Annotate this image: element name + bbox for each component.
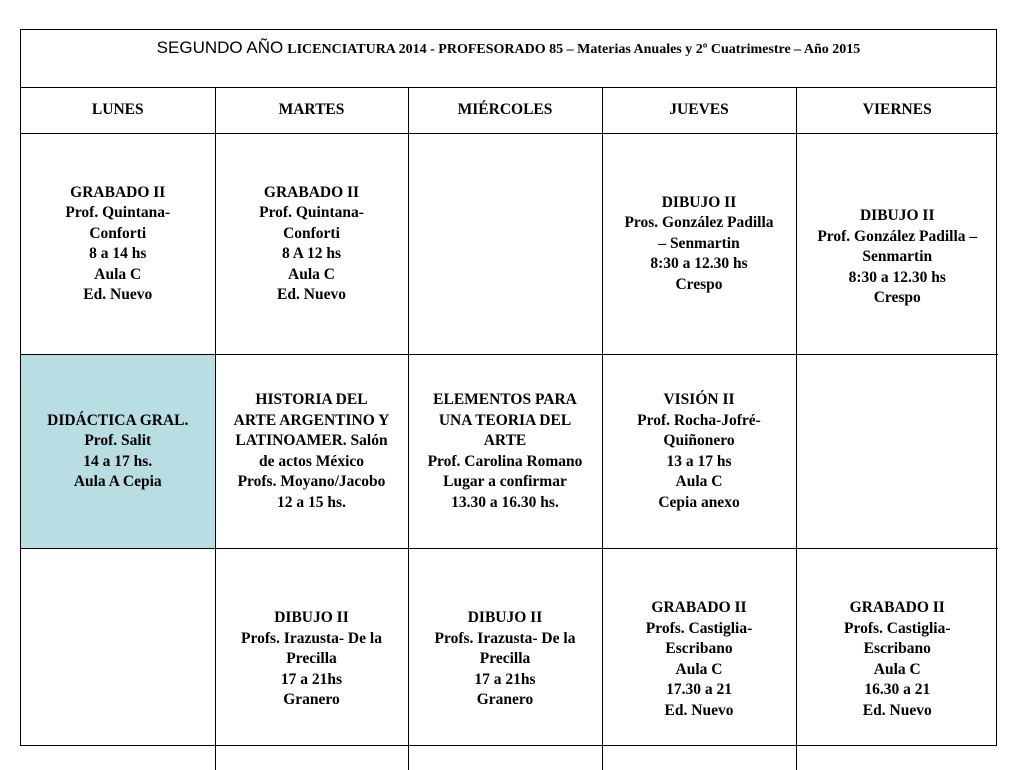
cell-line: 8:30 a 12.30 hs	[801, 268, 995, 289]
cell-line: – Senmartin	[607, 234, 792, 255]
empty-cell	[21, 549, 215, 770]
class-cell	[602, 549, 796, 770]
cell-line: Granero	[413, 690, 598, 711]
cell-line: UNA TEORIA DEL	[413, 411, 598, 432]
schedule-table	[21, 88, 998, 770]
title-row	[21, 30, 996, 88]
cell-line: VISIÓN II	[607, 390, 792, 411]
day-header-lunes: LUNES	[21, 88, 215, 134]
cell-line: Prof. Quintana-	[220, 203, 404, 224]
cell-line: ELEMENTOS PARA	[413, 390, 598, 411]
table-row	[21, 549, 998, 770]
table-row	[21, 355, 998, 549]
cell-line: ARTE ARGENTINO Y	[220, 411, 404, 432]
day-header-jueves: JUEVES	[602, 88, 796, 134]
class-cell	[215, 134, 408, 355]
cell-line: Granero	[220, 690, 404, 711]
cell-line: Aula C	[220, 265, 404, 286]
cell-line: HISTORIA DEL	[220, 390, 404, 411]
cell-line: GRABADO II	[25, 183, 211, 204]
cell-line: Aula C	[607, 660, 792, 681]
cell-line: Quiñonero	[607, 431, 792, 452]
cell-line: Cepia anexo	[607, 493, 792, 514]
cell-line: 12 a 15 hs.	[220, 493, 404, 514]
cell-line: Ed. Nuevo	[607, 701, 792, 722]
cell-line: Conforti	[220, 224, 404, 245]
empty-cell	[408, 134, 602, 355]
cell-line: DIBUJO II	[413, 608, 598, 629]
cell-line: Aula C	[607, 472, 792, 493]
cell-line: Profs. Irazusta- De la	[413, 629, 598, 650]
cell-line: Crespo	[801, 288, 995, 309]
cell-line: DIBUJO II	[607, 193, 792, 214]
cell-line: Pros. González Padilla	[607, 213, 792, 234]
cell-line: Ed. Nuevo	[25, 285, 211, 306]
class-cell	[796, 549, 998, 770]
cell-line: 16.30 a 21	[801, 680, 995, 701]
cell-line: Prof. Rocha-Jofré-	[607, 411, 792, 432]
cell-line: GRABADO II	[607, 598, 792, 619]
cell-line: Escribano	[607, 639, 792, 660]
class-cell	[408, 355, 602, 549]
class-cell	[602, 355, 796, 549]
cell-line: 8 A 12 hs	[220, 244, 404, 265]
cell-line: Profs. Irazusta- De la	[220, 629, 404, 650]
cell-line: Ed. Nuevo	[801, 701, 995, 722]
class-cell-highlighted	[21, 355, 215, 549]
table-row	[21, 134, 998, 355]
cell-line: de actos México	[220, 452, 404, 473]
schedule-sheet	[20, 29, 997, 746]
class-cell	[602, 134, 796, 355]
class-cell	[215, 549, 408, 770]
cell-line: 8 a 14 hs	[25, 244, 211, 265]
cell-line: Profs. Castiglia-	[607, 619, 792, 640]
cell-line: ARTE	[413, 431, 598, 452]
class-cell	[408, 549, 602, 770]
header-row	[21, 88, 998, 134]
cell-line: 17 a 21hs	[220, 670, 404, 691]
cell-line: Prof. Carolina Romano	[413, 452, 598, 473]
cell-line: 8:30 a 12.30 hs	[607, 254, 792, 275]
cell-line: Aula C	[25, 265, 211, 286]
cell-line: Prof. González Padilla –	[801, 227, 995, 248]
class-cell	[215, 355, 408, 549]
cell-line: Aula C	[801, 660, 995, 681]
title-subtitle: LICENCIATURA 2014 - PROFESORADO 85 – Materias Anuales y 2º Cuatrimestre – Año 2015	[287, 42, 860, 57]
cell-line: Escribano	[801, 639, 995, 660]
cell-line: Precilla	[413, 649, 598, 670]
cell-line: GRABADO II	[801, 598, 995, 619]
day-header-martes: MARTES	[215, 88, 408, 134]
cell-line: Profs. Moyano/Jacobo	[220, 472, 404, 493]
day-header-viernes: VIERNES	[796, 88, 998, 134]
cell-line: Conforti	[25, 224, 211, 245]
cell-line: Senmartin	[801, 247, 995, 268]
cell-line: Crespo	[607, 275, 792, 296]
cell-line: Prof. Quintana-	[25, 203, 211, 224]
class-cell	[796, 134, 998, 355]
cell-line: Ed. Nuevo	[220, 285, 404, 306]
cell-line: DIDÁCTICA GRAL.	[25, 411, 211, 432]
cell-line: LATINOAMER. Salón	[220, 431, 404, 452]
cell-line: 13.30 a 16.30 hs.	[413, 493, 598, 514]
cell-line: Profs. Castiglia-	[801, 619, 995, 640]
cell-line: Precilla	[220, 649, 404, 670]
cell-line: Lugar a confirmar	[413, 472, 598, 493]
cell-line: 17 a 21hs	[413, 670, 598, 691]
day-header-miercoles: MIÉRCOLES	[408, 88, 602, 134]
empty-cell	[796, 355, 998, 549]
cell-line: 14 a 17 hs.	[25, 452, 211, 473]
title-main: SEGUNDO AÑO	[157, 38, 284, 57]
cell-line: GRABADO II	[220, 183, 404, 204]
cell-line: DIBUJO II	[801, 206, 995, 227]
cell-line: Aula A Cepia	[25, 472, 211, 493]
cell-line: DIBUJO II	[220, 608, 404, 629]
cell-line: Prof. Salit	[25, 431, 211, 452]
cell-line: 13 a 17 hs	[607, 452, 792, 473]
class-cell	[21, 134, 215, 355]
cell-line: 17.30 a 21	[607, 680, 792, 701]
